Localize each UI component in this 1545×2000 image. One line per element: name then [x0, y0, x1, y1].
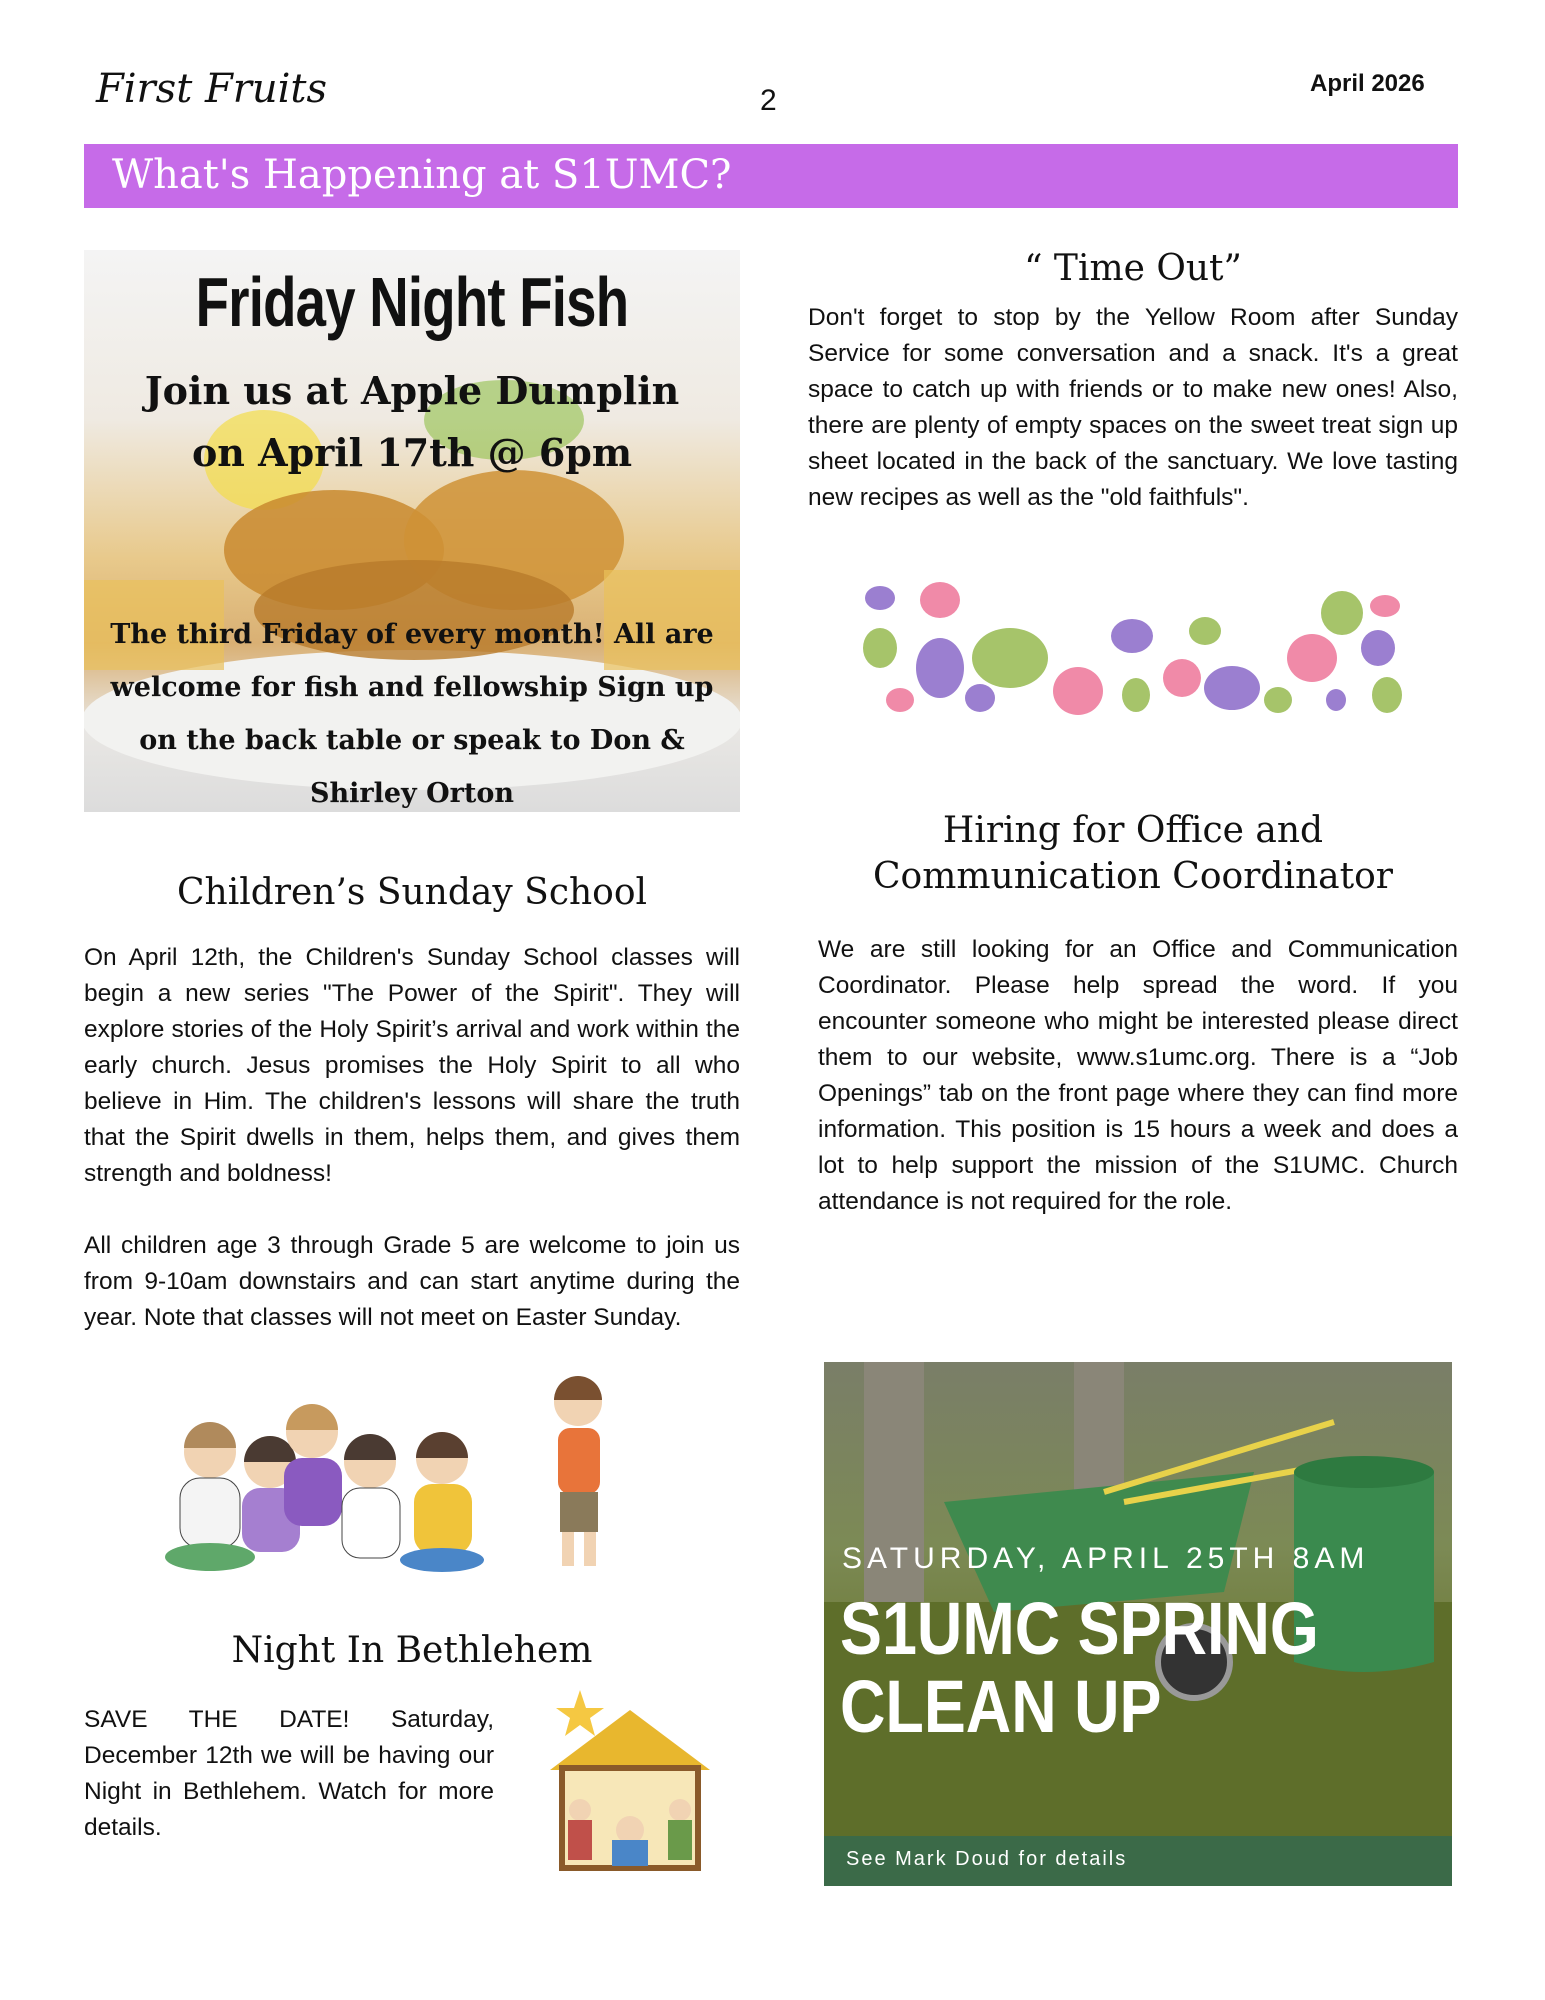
fish-poster-details-line: Shirley Orton — [310, 778, 514, 809]
page-number: 2 — [760, 84, 777, 117]
sunday-school-paragraph: All children age 3 through Grade 5 are welcome to join us from 9-10am downstairs and can start anytime during the year. Note that classes will not meet on Easter Sunday. — [84, 1232, 740, 1331]
fish-poster-details-line: The third Friday of every month! All are — [110, 619, 714, 650]
time-out-heading: “ Time Out” — [1024, 248, 1242, 289]
section-banner — [84, 144, 1458, 208]
fish-poster-subtitle-line-2: on April 17th @ 6pm — [191, 430, 633, 475]
cleanup-footer: See Mark Doud for details — [846, 1848, 1128, 1870]
time-out-body — [808, 300, 1458, 516]
hiring-heading-line-1: Hiring for Office and — [942, 810, 1324, 851]
fish-poster-details-line: on the back table or speak to Don & — [139, 725, 685, 756]
fish-poster-subtitle-line-1: Join us at Apple Dumplin — [144, 368, 680, 413]
sunday-school-heading: Children’s Sunday School — [176, 872, 648, 913]
issue-date: April 2026 — [1310, 70, 1425, 97]
cleanup-date: SATURDAY, APRIL 25TH 8AM — [842, 1542, 1370, 1575]
sunday-school-body — [84, 940, 740, 1336]
fish-poster-subtitle — [84, 360, 740, 484]
fish-poster-details — [84, 608, 740, 812]
children-group-illustration — [160, 1372, 630, 1582]
easter-egg-icon — [863, 582, 1402, 715]
fish-poster-title: Friday Night Fish — [195, 263, 629, 341]
bethlehem-heading: Night In Bethlehem — [231, 1630, 593, 1671]
cleanup-footer-strip — [824, 1836, 1452, 1886]
cleanup-title — [840, 1587, 1319, 1748]
time-out-paragraph: Don't forget to stop by the Yellow Room after Sunday Service for some conversation and a snack. It's a great space to catch up with friends or to make new ones! Also, there are plenty of empty spaces on the sweet treat sign up sheet located in the back of the sanctuary. We love tasting new recipes as well as the "old faithfuls". — [808, 304, 1458, 511]
fish-poster-details-line: welcome for fish and fellowship Sign up — [110, 672, 714, 703]
hiring-heading — [808, 808, 1458, 900]
cleanup-title-line-1: S1UMC SPRING — [840, 1587, 1319, 1670]
bethlehem-paragraph: SAVE THE DATE! Saturday, December 12th we will be having our Night in Bethlehem. Watch for more details. — [84, 1706, 494, 1841]
hiring-body — [818, 932, 1458, 1220]
bethlehem-body — [84, 1702, 494, 1846]
hiring-heading-line-2: Communication Coordinator — [873, 856, 1393, 897]
masthead: First Fruits — [96, 66, 328, 112]
banner-title: What's Happening at S1UMC? — [112, 152, 732, 198]
spring-cleanup-poster — [824, 1362, 1452, 1886]
cleanup-title-line-2: CLEAN UP — [840, 1665, 1162, 1748]
fish-fry-poster — [84, 250, 740, 812]
nativity-scene-illustration — [540, 1680, 720, 1880]
hiring-paragraph: We are still looking for an Office and Communication Coordinator. Please help spread the word. If you encounter someone who might be interested please direct them to our website, www.s1umc.org. There is a “Job Openings” tab on the front page where they can find more information. This position is 15 hours a week and does a lot to help support the mission of the S1UMC. Church attendance is not required for the role. — [818, 936, 1458, 1215]
sunday-school-paragraph: On April 12th, the Children's Sunday School classes will begin a new series "The Power of the Spirit". They will explore stories of the Holy Spirit’s arrival and work within the early church. Jesus promises the Holy Spirit to all who believe in Him. The children's lessons will share the truth that the Spirit dwells in them, helps them, and gives them strength and boldness! — [84, 944, 740, 1187]
easter-eggs-illustration — [860, 578, 1420, 718]
